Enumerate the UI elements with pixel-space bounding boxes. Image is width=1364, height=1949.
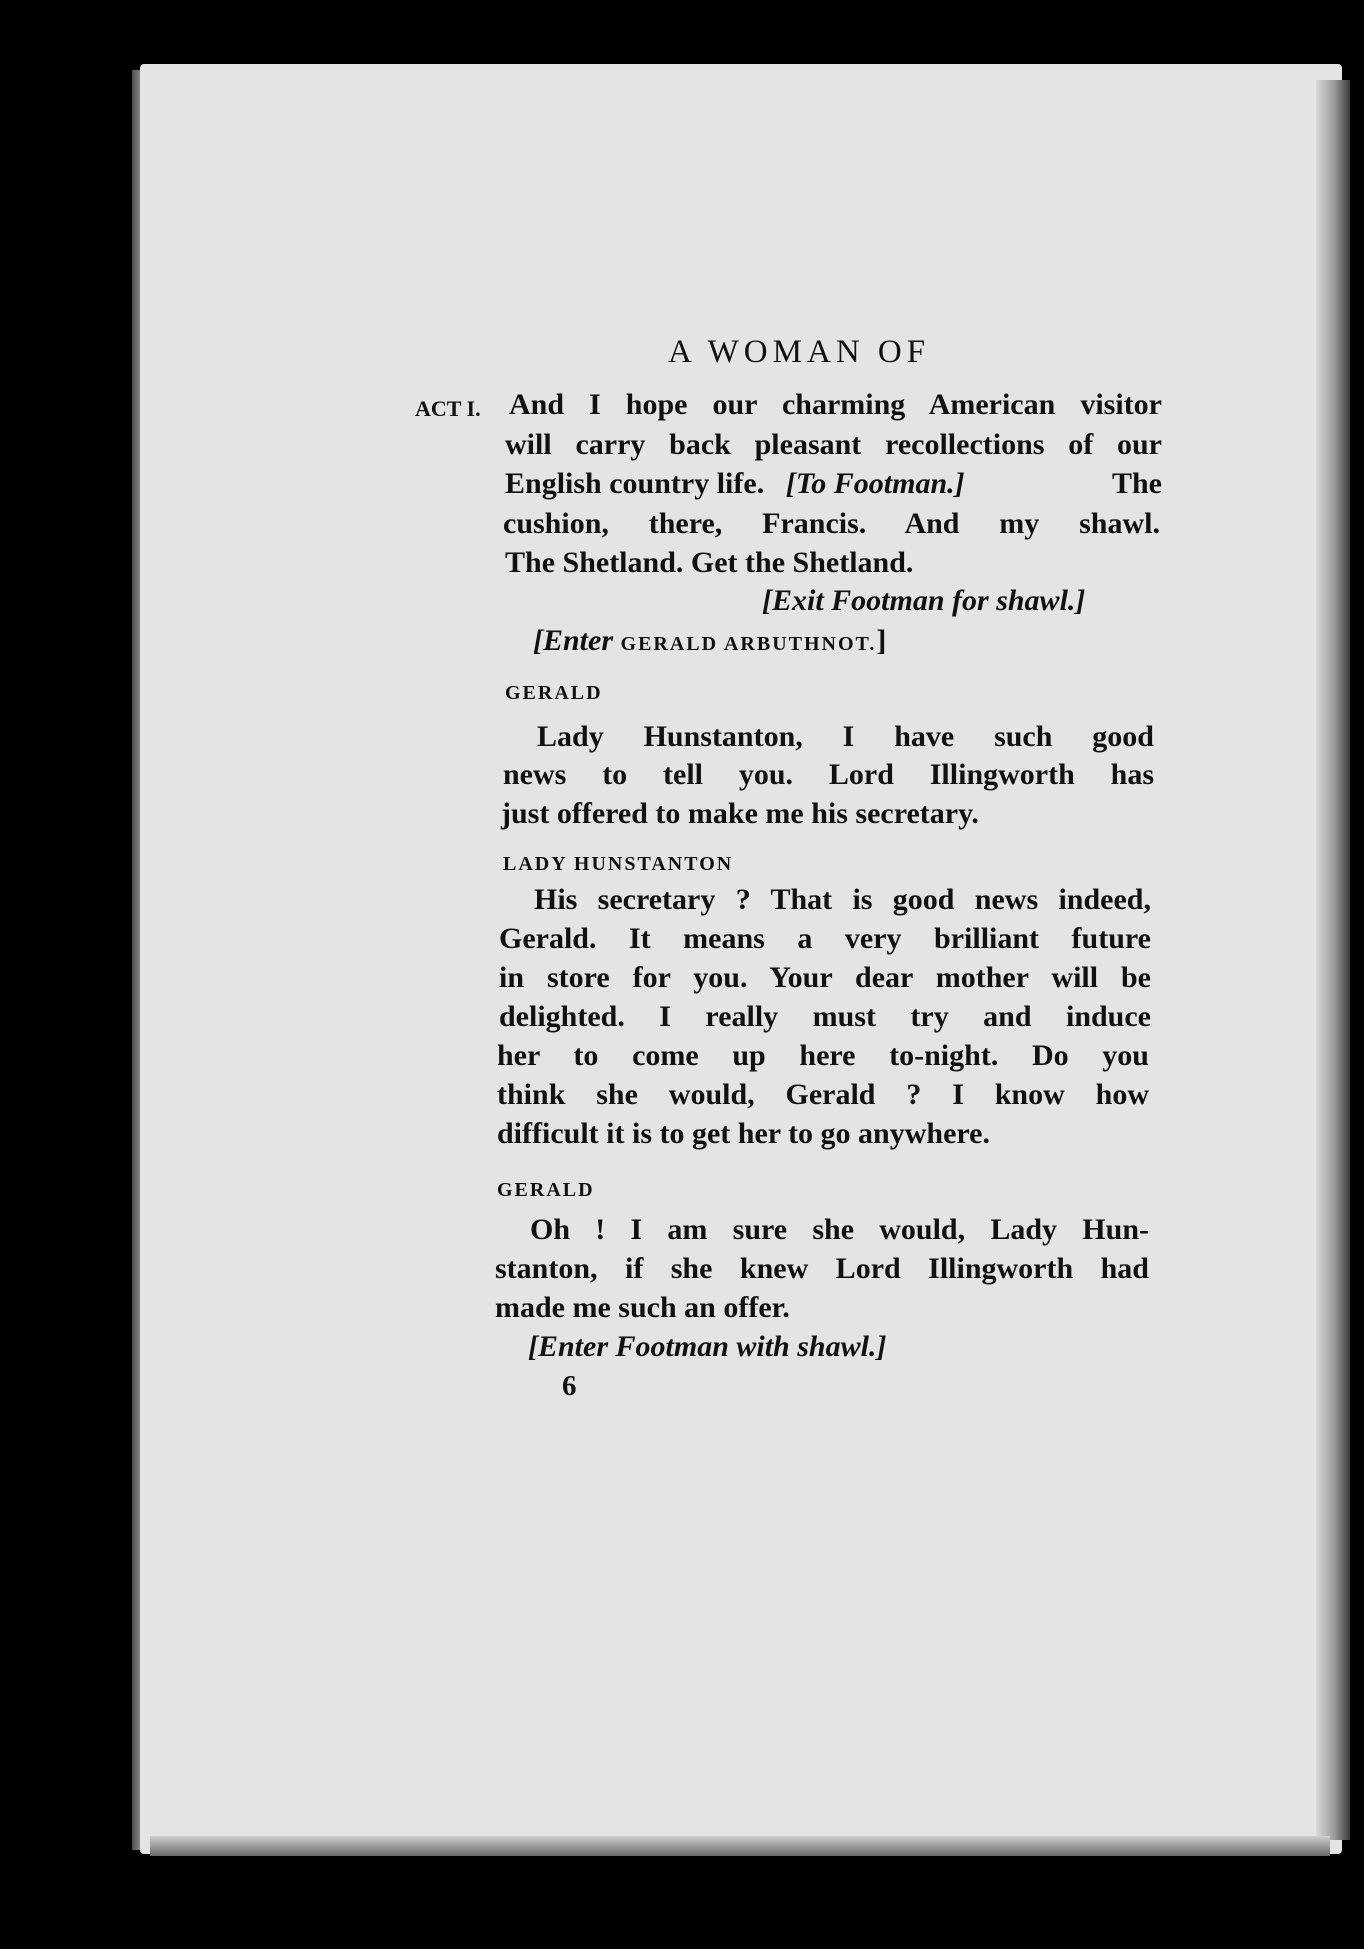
speaker-name: GERALD xyxy=(497,1179,595,1201)
stage-direction-exit xyxy=(762,584,1085,618)
book-bottom-edge xyxy=(150,1836,1330,1856)
stage-direction-close: ] xyxy=(876,624,887,657)
page-number: 6 xyxy=(562,1370,577,1402)
inline-stage-direction-text: [To Footman.] xyxy=(785,467,965,500)
running-title: A WOMAN OF xyxy=(668,334,931,370)
speech-line: Lady Hunstanton, I have such good xyxy=(537,720,1154,753)
stage-direction-character: GERALD ARBUTHNOT. xyxy=(620,633,877,655)
stage-direction-enter xyxy=(533,624,886,658)
speech-line: in store for you. Your dear mother will be xyxy=(499,961,1151,994)
speech-line: her to come up here to-night. Do you xyxy=(497,1039,1149,1072)
speech-line: news to tell you. Lord Illingworth has xyxy=(503,758,1154,791)
speech-line-text: English country life. xyxy=(505,467,765,500)
speaker-name: GERALD xyxy=(505,682,603,704)
stage-direction-text: [Exit Footman for shawl.] xyxy=(762,584,1086,617)
speech-line-tail: The xyxy=(1111,467,1162,500)
speech-line: The Shetland. Get the Shetland. xyxy=(505,546,914,579)
speech-line: cushion, there, Francis. And my shawl. xyxy=(503,507,1160,540)
speech-line: Gerald. It means a very brilliant future xyxy=(499,922,1151,955)
speech-line: And I hope our charming American visitor xyxy=(509,388,1162,421)
act-marker: ACT I. xyxy=(415,396,481,421)
speech-line: difficult it is to get her to go anywhere. xyxy=(497,1117,990,1150)
speech-line: made me such an offer. xyxy=(495,1291,790,1324)
page-paper xyxy=(140,64,1342,1854)
speech-line: stanton, if she knew Lord Illingworth had xyxy=(495,1252,1149,1285)
speech-line: just offered to make me his secretary. xyxy=(501,797,979,830)
speech-line: His secretary ? That is good news indeed, xyxy=(534,883,1151,916)
speech-line xyxy=(505,467,1162,501)
speech-line: will carry back pleasant recollections of our xyxy=(505,428,1162,461)
inline-stage-direction xyxy=(786,467,965,500)
speech-line: Oh ! I am sure she would, Lady Hun- xyxy=(530,1213,1149,1246)
speech-line: delighted. I really must try and induce xyxy=(499,1000,1151,1033)
stage-direction-open: [Enter xyxy=(533,624,614,657)
speech-line: think she would, Gerald ? I know how xyxy=(497,1078,1149,1111)
stage-direction-text: [Enter Footman with shawl.] xyxy=(528,1330,887,1363)
book-fore-edge xyxy=(1316,80,1350,1840)
speaker-name: LADY HUNSTANTON xyxy=(503,853,734,875)
stage-direction-enter xyxy=(528,1330,886,1364)
